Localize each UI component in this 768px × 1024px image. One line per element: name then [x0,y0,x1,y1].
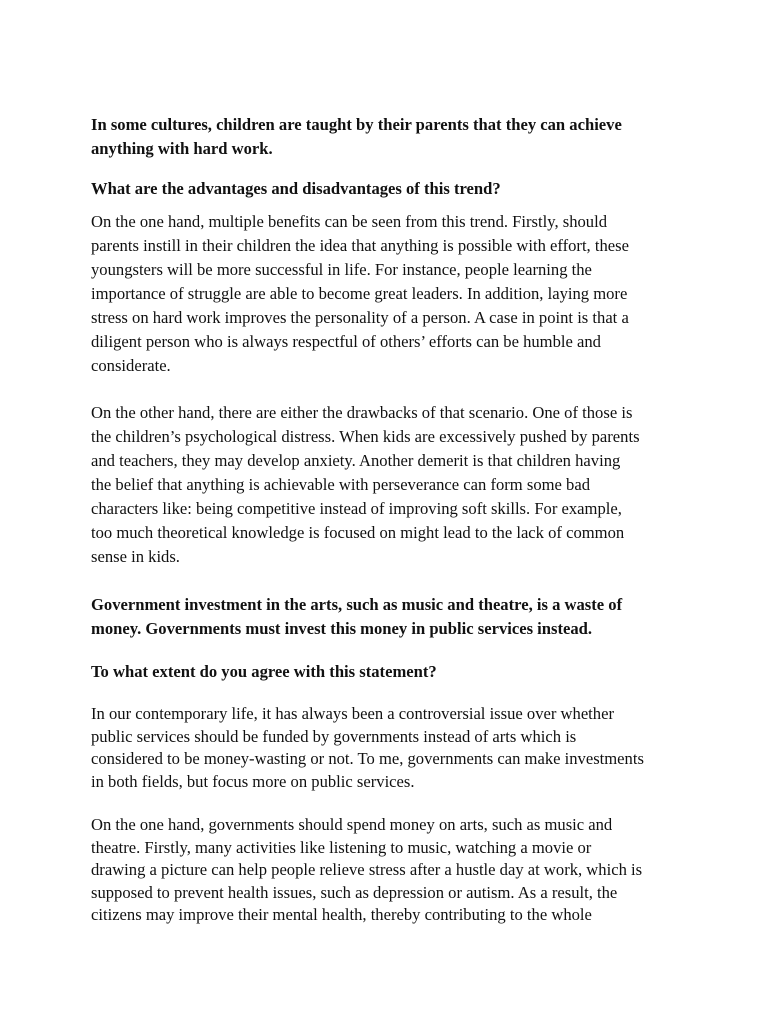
essay2-question [91,660,691,684]
essay1-prompt [91,113,691,161]
paragraph-line: citizens may improve their mental health, thereby contributing to the whole [91,905,592,924]
paragraph-line: On the one hand, governments should spend money on arts, such as music and [91,815,613,834]
paragraph-line: drawing a picture can help people relieve stress after a hustle day at work, which is [91,860,643,879]
paragraph-line: in both fields, but focus more on public services. [91,771,415,791]
paragraph-line: and teachers, they may develop anxiety. Another demerit is that children having [91,451,621,470]
paragraph-line: the children’s psychological distress. When kids are excessively pushed by parents [91,427,640,446]
essay2-paragraph-1 [91,703,691,793]
essay1-question-line: What are the advantages and disadvantages of this trend? [91,179,501,198]
essay1-question [91,177,691,201]
essay1-prompt-line: In some cultures, children are taught by their parents that they can achieve [91,115,622,134]
paragraph-line: considered to be money-wasting or not. To me, governments can make investments [91,749,644,768]
paragraph-line: On the one hand, multiple benefits can be seen from this trend. Firstly, should [91,212,607,231]
essay1-prompt-line: anything with hard work. [91,139,273,158]
paragraph-line: youngsters will be more successful in life. For instance, people learning the [91,260,592,279]
paragraph-line: considerate. [91,356,171,375]
essay1-paragraph-2 [91,401,691,569]
paragraph-line: characters like: being competitive instead of improving soft skills. For example, [91,499,622,518]
paragraph-line: stress on hard work improves the personality of a person. A case in point is that a [91,308,629,327]
paragraph-line: sense in kids. [91,547,180,566]
paragraph-line: diligent person who is always respectful of others’ efforts can be humble and [91,332,601,351]
paragraph-line: the belief that anything is achievable with perseverance can form some bad [91,475,590,494]
paragraph-line: importance of struggle are able to become great leaders. In addition, laying more [91,284,628,303]
paragraph-line: public services should be funded by governments instead of arts which is [91,726,577,746]
essay2-prompt-line: money. Governments must invest this money in public services instead. [91,619,593,638]
paragraph-line: In our contemporary life, it has always been a controversial issue over whether [91,704,614,723]
essay2-prompt [91,593,691,641]
essay2-paragraph-2 [91,814,691,927]
essay2-question-line: To what extent do you agree with this statement? [91,662,437,681]
essay1-paragraph-1 [91,210,691,378]
paragraph-line: parents instill in their children the idea that anything is possible with effort, these [91,236,629,255]
essay2-prompt-line: Government investment in the arts, such as music and theatre, is a waste of [91,595,623,614]
paragraph-line: theatre. Firstly, many activities like listening to music, watching a movie or [91,837,592,857]
paragraph-line: supposed to prevent health issues, such as depression or autism. As a result, the [91,882,618,902]
paragraph-line: On the other hand, there are either the drawbacks of that scenario. One of those is [91,403,633,422]
paragraph-line: too much theoretical knowledge is focused on might lead to the lack of common [91,523,625,542]
